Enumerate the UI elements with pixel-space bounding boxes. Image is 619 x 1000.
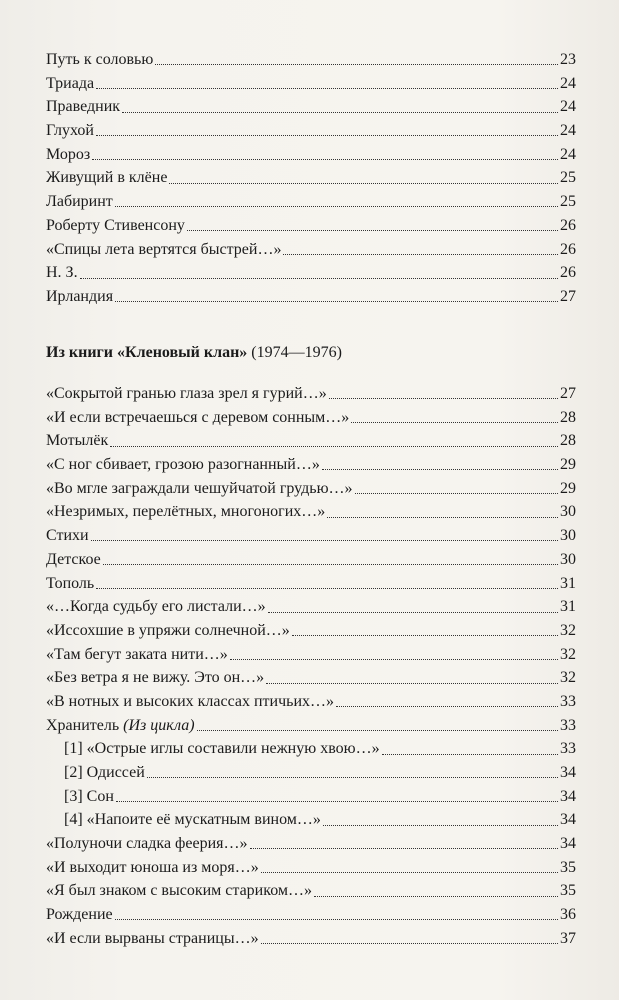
entry-page-number: 36 — [560, 906, 576, 924]
entry-title-text: Мороз — [46, 145, 91, 163]
entry-title-text: «Во мгле заграждали чешуйчатой грудью…» — [46, 479, 353, 497]
entry-title-text: «Сокрытой гранью глаза зрел я гурий…» — [46, 385, 327, 402]
dot-leader — [250, 848, 558, 849]
entry-page-number: 33 — [560, 692, 576, 710]
toc-entry — [46, 119, 576, 143]
toc-list-section — [46, 382, 576, 951]
entry-page-number: 28 — [560, 432, 576, 450]
dot-leader — [115, 919, 558, 920]
toc-entry — [46, 477, 576, 501]
entry-title — [46, 143, 90, 167]
entry-title-text: «И если вырваны страницы…» — [46, 929, 259, 947]
toc-entry — [46, 737, 576, 761]
dot-leader — [336, 706, 558, 707]
toc-entry — [46, 595, 576, 619]
dot-leader — [96, 588, 558, 589]
entry-title-text: «Незримых, перелётных, многоногих…» — [46, 503, 326, 521]
dot-leader — [96, 135, 558, 136]
entry-page-number: 33 — [560, 740, 576, 758]
dot-leader — [261, 872, 558, 873]
entry-page-number: 31 — [560, 574, 576, 592]
dot-leader — [103, 564, 558, 565]
dot-leader — [261, 943, 558, 944]
entry-title-text: Роберту Стивенсону — [46, 216, 185, 234]
dot-leader — [283, 254, 558, 255]
entry-page-number: 29 — [560, 456, 576, 474]
entry-title-text: Мотылёк — [46, 432, 109, 450]
entry-title — [46, 666, 264, 690]
toc-entry — [46, 879, 576, 903]
section-years: (1974—1976) — [251, 344, 342, 361]
entry-page-number: 28 — [560, 408, 576, 426]
toc-entry — [46, 166, 576, 190]
entry-title — [46, 48, 153, 72]
dot-leader — [80, 278, 558, 279]
toc-entry — [46, 453, 576, 477]
toc-entry — [46, 406, 576, 430]
dot-leader — [314, 896, 558, 897]
entry-title-text: «И выходит юноша из моря…» — [46, 858, 259, 876]
entry-title — [46, 95, 120, 119]
dot-leader — [355, 493, 558, 494]
entry-title — [46, 714, 195, 738]
entry-page-number: 34 — [560, 811, 576, 829]
toc-entry — [46, 261, 576, 285]
entry-title-text: «Без ветра я не вижу. Это он…» — [46, 669, 265, 687]
dot-leader — [292, 635, 558, 636]
toc-entry — [46, 927, 576, 951]
entry-title — [46, 548, 101, 572]
entry-title — [46, 595, 266, 619]
entry-page-number: 35 — [560, 882, 576, 900]
entry-title-text: «И если встречаешься с деревом сонным…» — [46, 408, 350, 426]
entry-page-number: 24 — [560, 122, 576, 140]
entry-title-text: [1] «Острые иглы составили нежную хвою…» — [64, 740, 380, 758]
dot-leader — [92, 159, 558, 160]
toc-entry — [46, 714, 576, 738]
entry-title — [46, 690, 334, 714]
entry-title-text: Лабиринт — [46, 193, 113, 211]
entry-page-number: 34 — [560, 764, 576, 781]
dot-leader — [115, 206, 558, 207]
entry-title — [46, 879, 312, 903]
entry-title — [46, 500, 325, 524]
entry-title — [46, 190, 113, 214]
dot-leader — [110, 446, 558, 447]
entry-title-text: Триада — [46, 74, 95, 92]
entry-title-text: Н. З. — [46, 264, 78, 282]
entry-page-number: 25 — [560, 169, 576, 187]
toc-entry — [46, 903, 576, 927]
entry-title — [46, 72, 94, 96]
toc-entry — [46, 143, 576, 167]
entry-title — [46, 572, 94, 596]
entry-title-text: «С ног сбивает, грозою разогнанный…» — [46, 456, 320, 474]
entry-page-number: 35 — [560, 858, 576, 876]
dot-leader — [323, 825, 558, 826]
entry-page-number: 37 — [560, 929, 576, 947]
entry-title — [46, 238, 281, 262]
toc-entry — [46, 856, 576, 880]
entry-page-number: 26 — [560, 216, 576, 234]
toc-entry — [46, 72, 576, 96]
entry-title-text: Хранитель — [46, 716, 124, 734]
entry-title — [64, 761, 145, 785]
dot-leader — [91, 540, 558, 541]
toc-entry — [46, 524, 576, 548]
entry-page-number: 32 — [560, 621, 576, 639]
toc-entry — [46, 761, 576, 785]
toc-entry — [46, 48, 576, 72]
entry-title-text: Детское — [46, 550, 101, 568]
entry-title — [64, 808, 321, 832]
dot-leader — [187, 230, 558, 231]
entry-page-number: 34 — [560, 787, 576, 805]
entry-title — [64, 737, 380, 761]
dot-leader — [351, 422, 558, 423]
dot-leader — [197, 730, 558, 731]
entry-title-text: «…Когда судьбу его листали…» — [46, 598, 266, 616]
entry-title — [46, 927, 259, 951]
entry-title — [46, 856, 259, 880]
entry-page-number: 25 — [560, 193, 576, 211]
entry-page-number: 24 — [560, 74, 576, 92]
toc-entry — [46, 808, 576, 832]
entry-title-text: «В нотных и высоких классах птичьих…» — [46, 692, 335, 710]
entry-title-text: [4] «Напоите её мускатным вином…» — [64, 811, 321, 829]
entry-title — [46, 477, 353, 501]
entry-title — [46, 453, 320, 477]
entry-title-text: [3] Сон — [64, 787, 114, 805]
dot-leader — [96, 88, 558, 89]
entry-title — [46, 382, 327, 406]
entry-title-text: «Спицы лета вертятся быстрей…» — [46, 240, 282, 258]
dot-leader — [322, 469, 558, 470]
dot-leader — [116, 801, 558, 802]
entry-page-number: 24 — [560, 145, 576, 163]
entry-page-number: 26 — [560, 240, 576, 258]
entry-page-number: 33 — [560, 716, 576, 734]
dot-leader — [382, 754, 558, 755]
entry-page-number: 27 — [560, 385, 576, 402]
entry-title — [46, 643, 228, 667]
dot-leader — [327, 517, 558, 518]
toc-entry — [46, 666, 576, 690]
dot-leader — [169, 183, 558, 184]
toc-list-top — [46, 48, 576, 309]
toc-entry — [46, 690, 576, 714]
toc-entry — [46, 238, 576, 262]
entry-title — [46, 832, 248, 856]
entry-page-number: 32 — [560, 669, 576, 687]
entry-title — [64, 785, 114, 809]
entry-title-text: Глухой — [46, 122, 94, 140]
entry-title-text: «Я был знаком с высоким стариком…» — [46, 882, 313, 900]
toc-entry — [46, 643, 576, 667]
entry-page-number: 30 — [560, 527, 576, 545]
entry-page-number: 26 — [560, 264, 576, 282]
entry-page-number: 32 — [560, 645, 576, 663]
entry-title-note: (Из цикла) — [123, 716, 195, 734]
dot-leader — [266, 683, 558, 684]
toc-entry — [46, 214, 576, 238]
entry-page-number: 24 — [560, 98, 576, 116]
entry-page-number: 31 — [560, 598, 576, 616]
toc-entry — [46, 832, 576, 856]
entry-title — [46, 619, 290, 643]
entry-page-number: 34 — [560, 835, 576, 853]
entry-title — [46, 406, 349, 430]
entry-title-text: Живущий в клёне — [46, 169, 168, 187]
toc-entry — [46, 572, 576, 596]
entry-page-number: 23 — [560, 51, 576, 68]
entry-page-number: 30 — [560, 503, 576, 521]
dot-leader — [329, 398, 558, 399]
entry-title — [46, 261, 78, 285]
entry-title-text: Праведник — [46, 98, 121, 116]
toc-entry — [46, 285, 576, 309]
entry-title-text: «Иссохшие в упряжи солнечной…» — [46, 621, 290, 639]
entry-title-text: Путь к соловью — [46, 51, 154, 68]
dot-leader — [268, 612, 558, 613]
dot-leader — [230, 659, 558, 660]
dot-leader — [147, 777, 558, 778]
toc-entry — [46, 382, 576, 406]
entry-title — [46, 285, 113, 309]
section-title: Из книги «Кленовый клан» — [46, 344, 248, 361]
entry-title-text: Тополь — [46, 574, 95, 592]
entry-title — [46, 119, 94, 143]
entry-title — [46, 214, 185, 238]
entry-title — [46, 903, 113, 927]
toc-entry — [46, 548, 576, 572]
entry-title-text: Рождение — [46, 906, 113, 924]
entry-title — [46, 524, 89, 548]
dot-leader — [122, 112, 558, 113]
entry-title-text: Ирландия — [46, 287, 114, 305]
entry-title — [46, 429, 108, 453]
entry-page-number: 27 — [560, 287, 576, 305]
entry-title-text: «Там бегут заката нити…» — [46, 645, 228, 663]
entry-title-text: [2] Одиссей — [64, 764, 145, 781]
toc-entry — [46, 429, 576, 453]
entry-title-text: Стихи — [46, 527, 89, 545]
toc-entry — [46, 619, 576, 643]
entry-page-number: 29 — [560, 479, 576, 497]
toc-entry — [46, 785, 576, 809]
toc-entry — [46, 95, 576, 119]
dot-leader — [155, 64, 558, 65]
toc-entry — [46, 190, 576, 214]
dot-leader — [115, 301, 558, 302]
section-heading — [46, 342, 342, 364]
entry-title-text: «Полуночи сладка феерия…» — [46, 835, 248, 853]
toc-entry — [46, 500, 576, 524]
entry-page-number: 30 — [560, 550, 576, 568]
entry-title — [46, 166, 167, 190]
